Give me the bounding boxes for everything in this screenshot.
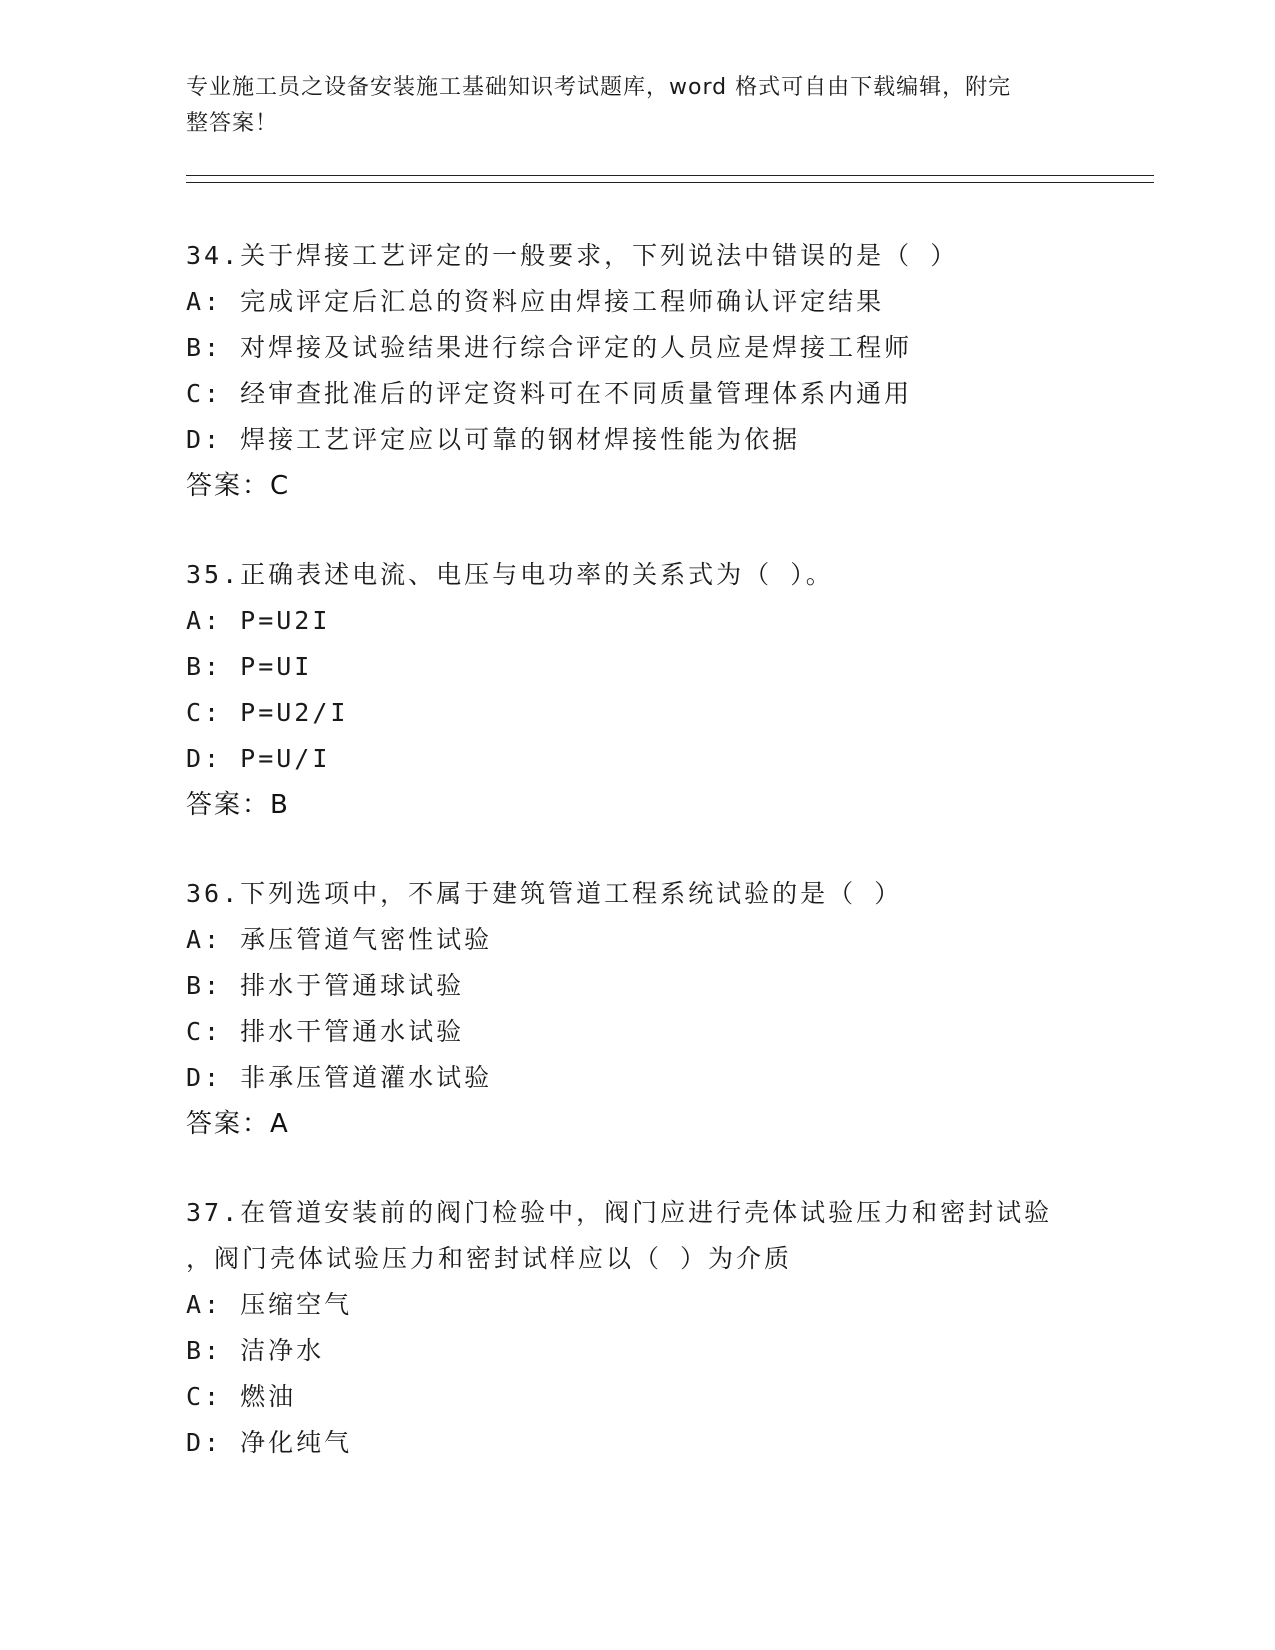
header-line-1: 专业施工员之设备安装施工基础知识考试题库，word 格式可自由下载编辑，附完 (186, 75, 1012, 100)
document-header (186, 70, 1066, 142)
question-stem: 35.正确表述电流、电压与电功率的关系式为（ ）。 (186, 560, 834, 589)
question-list (186, 233, 1126, 1509)
option-a: A: 压缩空气 (186, 1290, 353, 1319)
option-c: C: 经审查批准后的评定资料可在不同质量管理体系内通用 (186, 379, 913, 408)
option-a: A: 完成评定后汇总的资料应由焊接工程师确认评定结果 (186, 287, 885, 316)
question-stem: 36.下列选项中，不属于建筑管道工程系统试验的是（ ） (186, 879, 903, 908)
option-b: B: P=UI (186, 652, 313, 681)
option-a: A: P=U2I (186, 606, 331, 635)
answer-text: 答案：A (186, 1109, 290, 1139)
option-c: C: 燃油 (186, 1382, 297, 1411)
question-stem-line-2: ，阀门壳体试验压力和密封试样应以（ ）为介质 (186, 1244, 793, 1273)
header-divider-bottom (186, 182, 1154, 183)
option-b: B: 排水于管通球试验 (186, 971, 465, 1000)
option-b: B: 洁净水 (186, 1336, 325, 1365)
question-35 (186, 552, 1126, 828)
question-37 (186, 1190, 1126, 1466)
option-d: D: P=U/I (186, 744, 331, 773)
header-line-2: 整答案！ (186, 111, 279, 136)
option-d: D: 非承压管道灌水试验 (186, 1063, 493, 1092)
option-c: C: 排水干管通水试验 (186, 1017, 465, 1046)
answer-text: 答案：B (186, 790, 290, 820)
question-36 (186, 871, 1126, 1147)
option-d: D: 焊接工艺评定应以可靠的钢材焊接性能为依据 (186, 425, 801, 454)
question-stem: 34.关于焊接工艺评定的一般要求，下列说法中错误的是（ ） (186, 241, 959, 270)
option-a: A: 承压管道气密性试验 (186, 925, 493, 954)
question-34 (186, 233, 1126, 509)
option-b: B: 对焊接及试验结果进行综合评定的人员应是焊接工程师 (186, 333, 913, 362)
option-c: C: P=U2/I (186, 698, 349, 727)
option-d: D: 净化纯气 (186, 1428, 353, 1457)
answer-text: 答案：C (186, 471, 291, 501)
question-stem-line-1: 37.在管道安装前的阀门检验中，阀门应进行壳体试验压力和密封试验 (186, 1198, 1053, 1227)
header-divider-top (186, 175, 1154, 176)
